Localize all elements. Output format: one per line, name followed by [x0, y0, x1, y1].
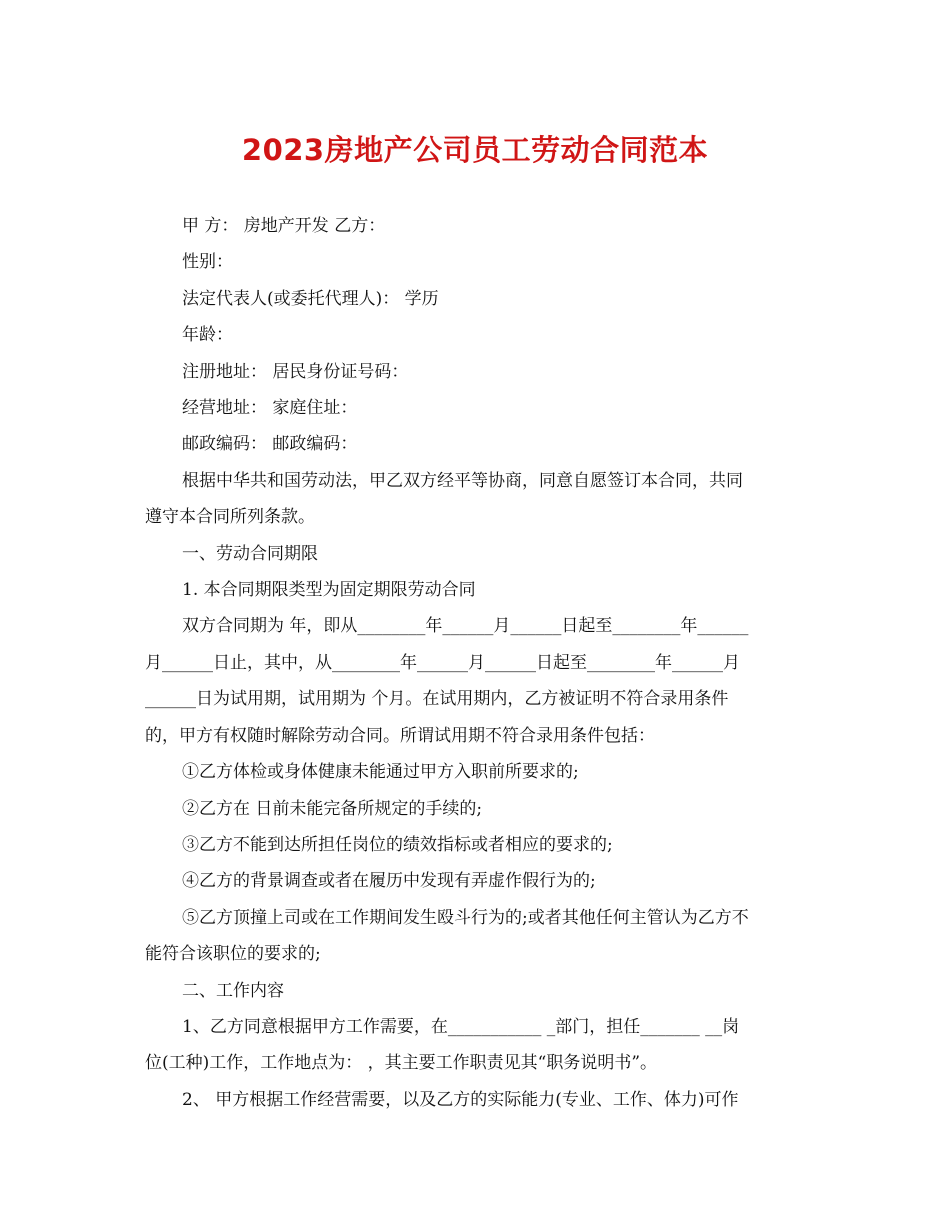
postal-code-line: 邮政编码： 邮政编码：	[182, 434, 358, 455]
representative-line: 法定代表人(或委托代理人)： 学历	[182, 288, 439, 309]
probation-condition-5-line-1: ⑤乙方顶撞上司或在工作期间发生殴斗行为的;或者其他任何主管认为乙方不	[182, 907, 749, 928]
term-line-2: 月______日止，其中，从________年______月______日起至________年______月	[145, 652, 740, 673]
work-clause-1-line-1: 1、乙方同意根据甲方工作需要，在___________ _部门，担任_______ __岗	[182, 1016, 740, 1037]
registered-address-line: 注册地址： 居民身份证号码：	[182, 361, 409, 382]
age-line: 年龄：	[182, 325, 233, 346]
probation-condition-3: ③乙方不能到达所担任岗位的绩效指标或者相应的要求的;	[182, 834, 613, 855]
work-clause-2-line-1: 2、 甲方根据工作经营需要，以及乙方的实际能力(专业、工作、体力)可作	[182, 1089, 739, 1110]
document-body	[145, 208, 803, 1118]
term-line-3: ______日为试用期，试用期为 个月。在试用期内，乙方被证明不符合录用条件	[145, 689, 729, 710]
term-line-4: 的，甲方有权随时解除劳动合同。所谓试用期不符合录用条件包括：	[145, 725, 655, 746]
clause-1-heading: 1. 本合同期限类型为固定期限劳动合同	[182, 580, 476, 601]
probation-condition-1: ①乙方体检或身体健康未能通过甲方入职前所要求的;	[182, 762, 579, 783]
section-heading-work: 二、工作内容	[182, 980, 284, 1001]
section-heading-term: 一、劳动合同期限	[182, 543, 318, 564]
gender-line: 性别：	[182, 252, 233, 273]
probation-condition-4: ④乙方的背景调查或者在履历中发现有弄虚作假行为的;	[182, 871, 596, 892]
work-clause-1-line-2: 位(工种)工作，工作地点为： ，其主要工作职责见其“职务说明书”。	[145, 1053, 658, 1074]
business-address-line: 经营地址： 家庭住址：	[182, 398, 358, 419]
preamble-line-2: 遵守本合同所列条款。	[145, 507, 315, 528]
probation-condition-5-line-2: 能符合该职位的要求的;	[145, 944, 321, 965]
probation-condition-2: ②乙方在 日前未能完备所规定的手续的;	[182, 798, 483, 819]
term-line-1: 双方合同期为 年，即从________年______月______日起至________年______	[182, 616, 749, 637]
party-a-line: 甲 方： 房地产开发 乙方：	[182, 216, 386, 236]
document-title: 2023房地产公司员工劳动合同范本	[241, 133, 709, 167]
preamble-line-1: 根据中华共和国劳动法，甲乙双方经平等协商，同意自愿签订本合同，共同	[182, 470, 743, 491]
